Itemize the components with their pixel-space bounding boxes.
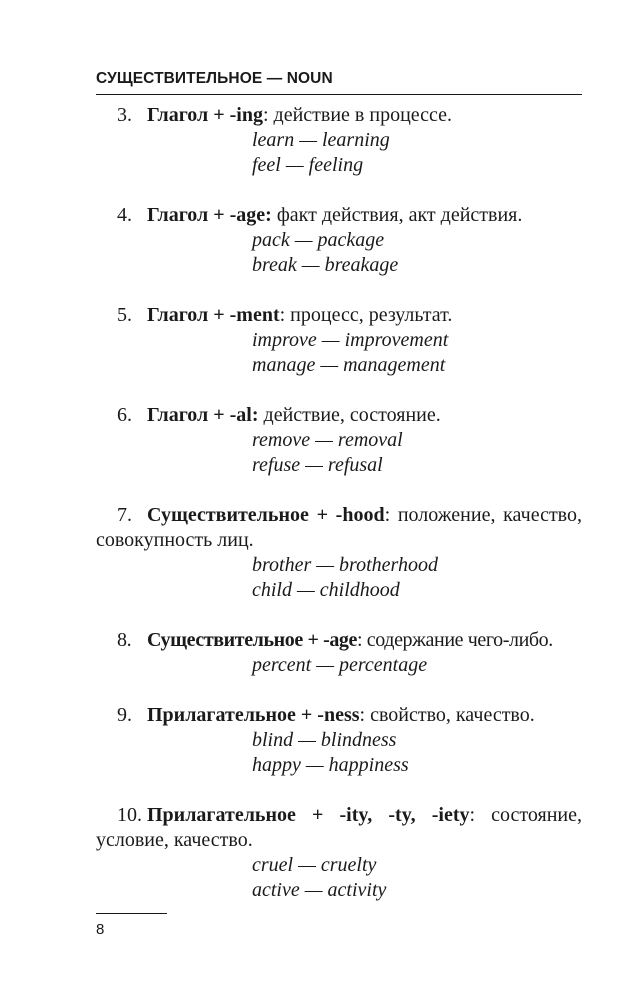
example-line: percent — percentage: [252, 654, 428, 676]
entry-definition: [96, 303, 582, 328]
list-item: [96, 503, 582, 603]
entry-description: факт действия, акт действия.: [271, 204, 523, 226]
example-line: refuse — refusal: [252, 454, 383, 476]
page-number: 8: [96, 921, 105, 938]
list-item: [96, 303, 582, 378]
entry-description: действие в процессе.: [268, 104, 453, 126]
entry-definition: [96, 503, 582, 553]
entry-definition: [96, 403, 582, 428]
list-item: [96, 403, 582, 478]
header-rule: [96, 94, 582, 95]
entry-rule: Существительное + -age: [147, 629, 358, 651]
entry-number: 7.: [117, 504, 132, 526]
entry-number: 3.: [117, 104, 132, 126]
example-line: break — breakage: [252, 254, 399, 276]
list-item: [96, 703, 582, 778]
entry-separator: :: [279, 304, 286, 326]
entry-list: [96, 103, 582, 928]
entry-number: 8.: [117, 629, 132, 651]
list-item: [96, 203, 582, 278]
list-item: [96, 103, 582, 178]
footnote-rule: [96, 913, 167, 914]
entry-number: 9.: [117, 704, 132, 726]
example-line: feel — feeling: [252, 154, 364, 176]
entry-definition: [96, 703, 582, 728]
entry-rule: Глагол + -ing: [147, 104, 263, 126]
example-line: happy — happiness: [252, 754, 409, 776]
entry-description: свойство, качество.: [365, 704, 535, 726]
entry-separator: :: [469, 804, 476, 826]
entry-separator: :: [359, 704, 366, 726]
entry-rule: Прилагательное + -ness: [147, 704, 360, 726]
entry-separator: :: [262, 104, 269, 126]
example-line: pack — package: [252, 229, 385, 251]
entry-number: 10.: [117, 804, 142, 826]
entry-definition: [96, 103, 582, 128]
entry-description: процесс, результат.: [285, 304, 453, 326]
entry-description: действие, состояние.: [258, 404, 441, 426]
entry-description: положение, качество, совокупность лиц.: [96, 504, 582, 551]
entry-rule: Глагол + -al:: [147, 404, 259, 426]
example-line: active — activity: [252, 879, 387, 901]
entry-definition: [96, 203, 582, 228]
entry-description: состояние, условие, качество.: [96, 804, 582, 851]
list-item: [96, 803, 582, 903]
example-line: remove — removal: [252, 429, 403, 451]
entry-description: содержание чего-либо.: [362, 629, 553, 651]
example-line: learn — learning: [252, 129, 390, 151]
entry-rule: Глагол + -ment: [147, 304, 280, 326]
entry-number: 5.: [117, 304, 132, 326]
example-line: blind — blindness: [252, 729, 397, 751]
entry-rule: Глагол + -age:: [147, 204, 272, 226]
example-line: child — childhood: [252, 579, 400, 601]
entry-rule: Существительное + -hood: [147, 504, 385, 526]
example-line: improve — improvement: [252, 329, 449, 351]
entry-separator: :: [357, 629, 363, 651]
header-title: СУЩЕСТВИТЕЛЬНОЕ — NOUN: [96, 70, 333, 87]
entry-rule: Прилагательное + -ity, -ty, -iety: [147, 804, 470, 826]
example-line: brother — brotherhood: [252, 554, 438, 576]
entry-number: 6.: [117, 404, 132, 426]
running-header: [96, 70, 582, 94]
entry-separator: :: [384, 504, 391, 526]
entry-number: 4.: [117, 204, 132, 226]
list-item: [96, 628, 582, 678]
entry-definition: [96, 803, 582, 853]
example-line: cruel — cruelty: [252, 854, 377, 876]
example-line: manage — management: [252, 354, 446, 376]
entry-definition: [96, 628, 582, 653]
